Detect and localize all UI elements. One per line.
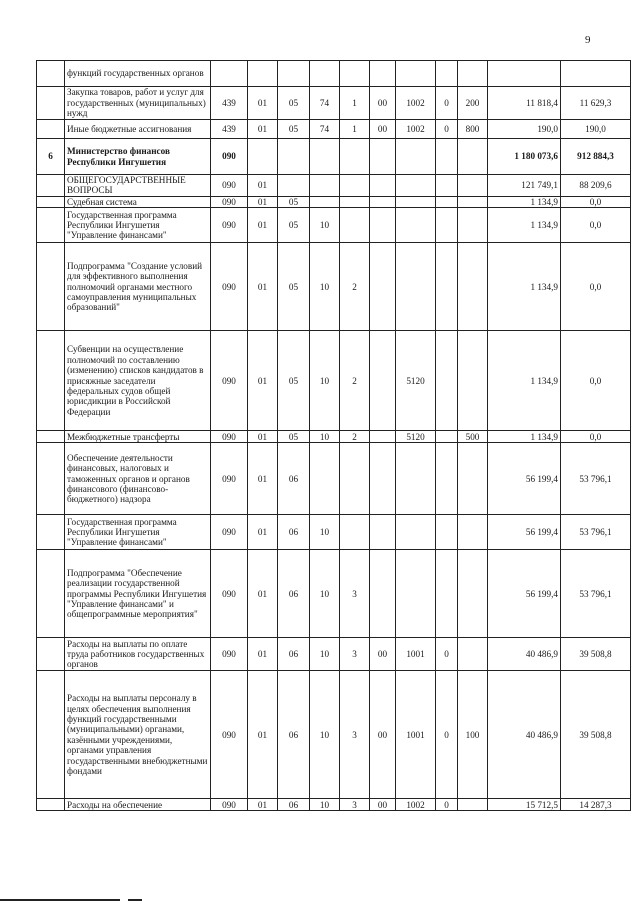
code-cell: 06 [278,443,310,515]
amount-cell-2: 39 508,8 [561,638,631,671]
amount-cell-2: 0,0 [561,331,631,431]
amount-cell-2: 39 508,8 [561,671,631,799]
row-name-cell: Государственная программа Республики Ингушетия "Управление финансами" [65,515,211,550]
budget-table [36,60,631,811]
code-cell: 01 [248,799,278,811]
table-row [37,139,631,175]
code-cell [458,61,488,87]
code-cell: 10 [310,638,340,671]
table-row [37,799,631,811]
code-cell: 10 [310,431,340,443]
code-cell: 05 [278,243,310,331]
code-cell: 090 [211,139,248,175]
code-cell: 74 [310,87,340,120]
code-cell [340,61,370,87]
code-cell: 01 [248,120,278,139]
code-cell [436,331,458,431]
code-cell: 06 [278,799,310,811]
amount-cell-1: 1 134,9 [488,431,561,443]
code-cell [370,515,396,550]
code-cell [340,139,370,175]
row-name-cell: Министерство финансов Республики Ингушетия [65,139,211,175]
row-name-cell: Расходы на выплаты персоналу в целях обеспечения выполнения функций государственными (муниципальными) органами, казёнными учреждениями, органами управления государственными внебюджетными фондами [65,671,211,799]
code-cell: 2 [340,431,370,443]
code-cell [396,550,436,638]
code-cell: 05 [278,120,310,139]
table-row [37,550,631,638]
amount-cell-2: 912 884,3 [561,139,631,175]
code-cell [436,196,458,207]
code-cell [211,61,248,87]
amount-cell-2: 0,0 [561,431,631,443]
code-cell [310,139,340,175]
row-name-cell: Иные бюджетные ассигнования [65,120,211,139]
table-row [37,515,631,550]
code-cell: 0 [436,87,458,120]
amount-cell-1: 56 199,4 [488,550,561,638]
row-name-cell: Субвенции на осуществление полномочий по составлению (изменению) списков кандидатов в присяжные заседатели федеральных судов общей юрисдикции в Российской Федерации [65,331,211,431]
code-cell: 10 [310,799,340,811]
code-cell [396,196,436,207]
row-number-cell [37,443,65,515]
code-cell: 090 [211,196,248,207]
amount-cell-1: 11 818,4 [488,87,561,120]
row-name-cell: Закупка товаров, работ и услуг для государственных (муниципальных) нужд [65,87,211,120]
code-cell: 090 [211,550,248,638]
code-cell: 01 [248,515,278,550]
code-cell: 01 [248,243,278,331]
row-number-cell [37,175,65,197]
code-cell [436,515,458,550]
code-cell: 1002 [396,87,436,120]
code-cell [370,61,396,87]
amount-cell-2: 11 629,3 [561,87,631,120]
code-cell: 00 [370,120,396,139]
code-cell [310,175,340,197]
code-cell [458,139,488,175]
amount-cell-2: 14 287,3 [561,799,631,811]
code-cell [340,196,370,207]
row-number-cell [37,638,65,671]
row-name-cell: Подпрограмма "Обеспечение реализации государственной программы Республики Ингушетия "Управление финансами" и общепрограммные мероприятия" [65,550,211,638]
code-cell [436,431,458,443]
code-cell: 090 [211,443,248,515]
code-cell: 0 [436,120,458,139]
code-cell [396,139,436,175]
amount-cell-1: 1 134,9 [488,208,561,243]
code-cell: 090 [211,331,248,431]
code-cell: 01 [248,671,278,799]
code-cell [370,196,396,207]
code-cell: 00 [370,87,396,120]
code-cell: 3 [340,550,370,638]
amount-cell-2 [561,61,631,87]
row-name-cell: ОБЩЕГОСУДАРСТВЕННЫЕ ВОПРОСЫ [65,175,211,197]
code-cell [436,443,458,515]
row-number-cell: 6 [37,139,65,175]
code-cell: 01 [248,550,278,638]
code-cell [436,61,458,87]
row-name-cell: Межбюджетные трансферты [65,431,211,443]
code-cell [340,175,370,197]
amount-cell-2: 53 796,1 [561,443,631,515]
footer-rule [0,899,120,901]
code-cell: 01 [248,87,278,120]
table-row [37,208,631,243]
code-cell [436,208,458,243]
code-cell [370,175,396,197]
row-number-cell [37,799,65,811]
code-cell [458,175,488,197]
code-cell: 10 [310,331,340,431]
amount-cell-1: 190,0 [488,120,561,139]
code-cell [458,799,488,811]
code-cell [248,139,278,175]
code-cell: 74 [310,120,340,139]
table-row [37,443,631,515]
code-cell: 10 [310,671,340,799]
row-number-cell [37,196,65,207]
code-cell [310,196,340,207]
row-number-cell [37,431,65,443]
code-cell [340,515,370,550]
row-number-cell [37,87,65,120]
code-cell: 06 [278,515,310,550]
table-row [37,61,631,87]
amount-cell-1: 1 134,9 [488,243,561,331]
code-cell: 01 [248,175,278,197]
table-row [37,243,631,331]
code-cell: 00 [370,799,396,811]
code-cell: 3 [340,799,370,811]
code-cell [370,550,396,638]
row-name-cell: Обеспечение деятельности финансовых, налоговых и таможенных органов и органов финансового (финансово-бюджетного) надзора [65,443,211,515]
code-cell [310,443,340,515]
code-cell: 439 [211,120,248,139]
code-cell: 06 [278,550,310,638]
row-number-cell [37,671,65,799]
code-cell: 1 [340,87,370,120]
code-cell [370,208,396,243]
code-cell [370,331,396,431]
row-number-cell [37,208,65,243]
code-cell: 090 [211,431,248,443]
code-cell [436,550,458,638]
code-cell [396,175,436,197]
code-cell [458,515,488,550]
code-cell: 0 [436,671,458,799]
amount-cell-1: 1 180 073,6 [488,139,561,175]
code-cell: 200 [458,87,488,120]
code-cell: 3 [340,671,370,799]
table-row [37,331,631,431]
code-cell: 10 [310,208,340,243]
code-cell: 1001 [396,671,436,799]
amount-cell-2: 53 796,1 [561,515,631,550]
code-cell: 01 [248,196,278,207]
table-row [37,431,631,443]
row-name-cell: Государственная программа Республики Ингушетия "Управление финансами" [65,208,211,243]
code-cell [370,431,396,443]
amount-cell-1: 56 199,4 [488,443,561,515]
table-row [37,175,631,197]
code-cell [278,175,310,197]
code-cell: 05 [278,431,310,443]
code-cell [248,61,278,87]
code-cell [278,61,310,87]
code-cell [458,243,488,331]
amount-cell-2: 190,0 [561,120,631,139]
code-cell: 439 [211,87,248,120]
code-cell: 01 [248,331,278,431]
amount-cell-1 [488,61,561,87]
row-number-cell [37,331,65,431]
row-number-cell [37,550,65,638]
row-name-cell: Расходы на выплаты по оплате труда работников государственных органов [65,638,211,671]
code-cell [396,443,436,515]
table-row [37,638,631,671]
amount-cell-1: 1 134,9 [488,331,561,431]
code-cell: 05 [278,87,310,120]
amount-cell-2: 88 209,6 [561,175,631,197]
code-cell: 1001 [396,638,436,671]
code-cell [458,443,488,515]
table-row [37,196,631,207]
code-cell: 090 [211,208,248,243]
code-cell [370,443,396,515]
code-cell: 090 [211,243,248,331]
table-row [37,120,631,139]
code-cell [436,139,458,175]
code-cell: 2 [340,243,370,331]
amount-cell-2: 53 796,1 [561,550,631,638]
code-cell [396,208,436,243]
code-cell: 090 [211,638,248,671]
row-name-cell: Подпрограмма "Создание условий для эффективного выполнения полномочий органами местного самоуправления муниципальных образований" [65,243,211,331]
code-cell: 06 [278,638,310,671]
code-cell: 5120 [396,331,436,431]
row-number-cell [37,515,65,550]
amount-cell-1: 15 712,5 [488,799,561,811]
row-number-cell [37,61,65,87]
table-row [37,671,631,799]
amount-cell-2: 0,0 [561,196,631,207]
code-cell [458,638,488,671]
code-cell: 800 [458,120,488,139]
code-cell [340,208,370,243]
code-cell [436,243,458,331]
code-cell: 090 [211,515,248,550]
code-cell: 06 [278,671,310,799]
code-cell: 00 [370,638,396,671]
code-cell: 10 [310,243,340,331]
code-cell [278,139,310,175]
code-cell: 3 [340,638,370,671]
code-cell: 2 [340,331,370,431]
code-cell [458,550,488,638]
code-cell: 100 [458,671,488,799]
code-cell [458,331,488,431]
code-cell: 05 [278,208,310,243]
code-cell: 090 [211,175,248,197]
code-cell [370,243,396,331]
code-cell [436,175,458,197]
code-cell: 500 [458,431,488,443]
code-cell [340,443,370,515]
code-cell: 1 [340,120,370,139]
code-cell: 5120 [396,431,436,443]
code-cell: 01 [248,443,278,515]
code-cell [458,208,488,243]
row-number-cell [37,243,65,331]
code-cell [458,196,488,207]
code-cell: 090 [211,671,248,799]
amount-cell-2: 0,0 [561,208,631,243]
code-cell: 05 [278,331,310,431]
code-cell: 10 [310,550,340,638]
code-cell: 01 [248,638,278,671]
code-cell [396,515,436,550]
table-body [37,61,631,811]
amount-cell-2: 0,0 [561,243,631,331]
code-cell [370,139,396,175]
code-cell [396,61,436,87]
amount-cell-1: 56 199,4 [488,515,561,550]
code-cell: 0 [436,638,458,671]
code-cell: 1002 [396,120,436,139]
table-row [37,87,631,120]
row-name-cell: Судебная система [65,196,211,207]
amount-cell-1: 40 486,9 [488,671,561,799]
page-number: 9 [585,34,591,46]
code-cell: 090 [211,799,248,811]
code-cell: 05 [278,196,310,207]
footer-rule-short [128,899,142,901]
code-cell: 0 [436,799,458,811]
code-cell: 01 [248,208,278,243]
row-number-cell [37,120,65,139]
code-cell [396,243,436,331]
code-cell [310,61,340,87]
amount-cell-1: 40 486,9 [488,638,561,671]
code-cell: 01 [248,431,278,443]
code-cell: 10 [310,515,340,550]
code-cell: 1002 [396,799,436,811]
code-cell: 00 [370,671,396,799]
amount-cell-1: 121 749,1 [488,175,561,197]
amount-cell-1: 1 134,9 [488,196,561,207]
row-name-cell: Расходы на обеспечение [65,799,211,811]
row-name-cell: функций государственных органов [65,61,211,87]
